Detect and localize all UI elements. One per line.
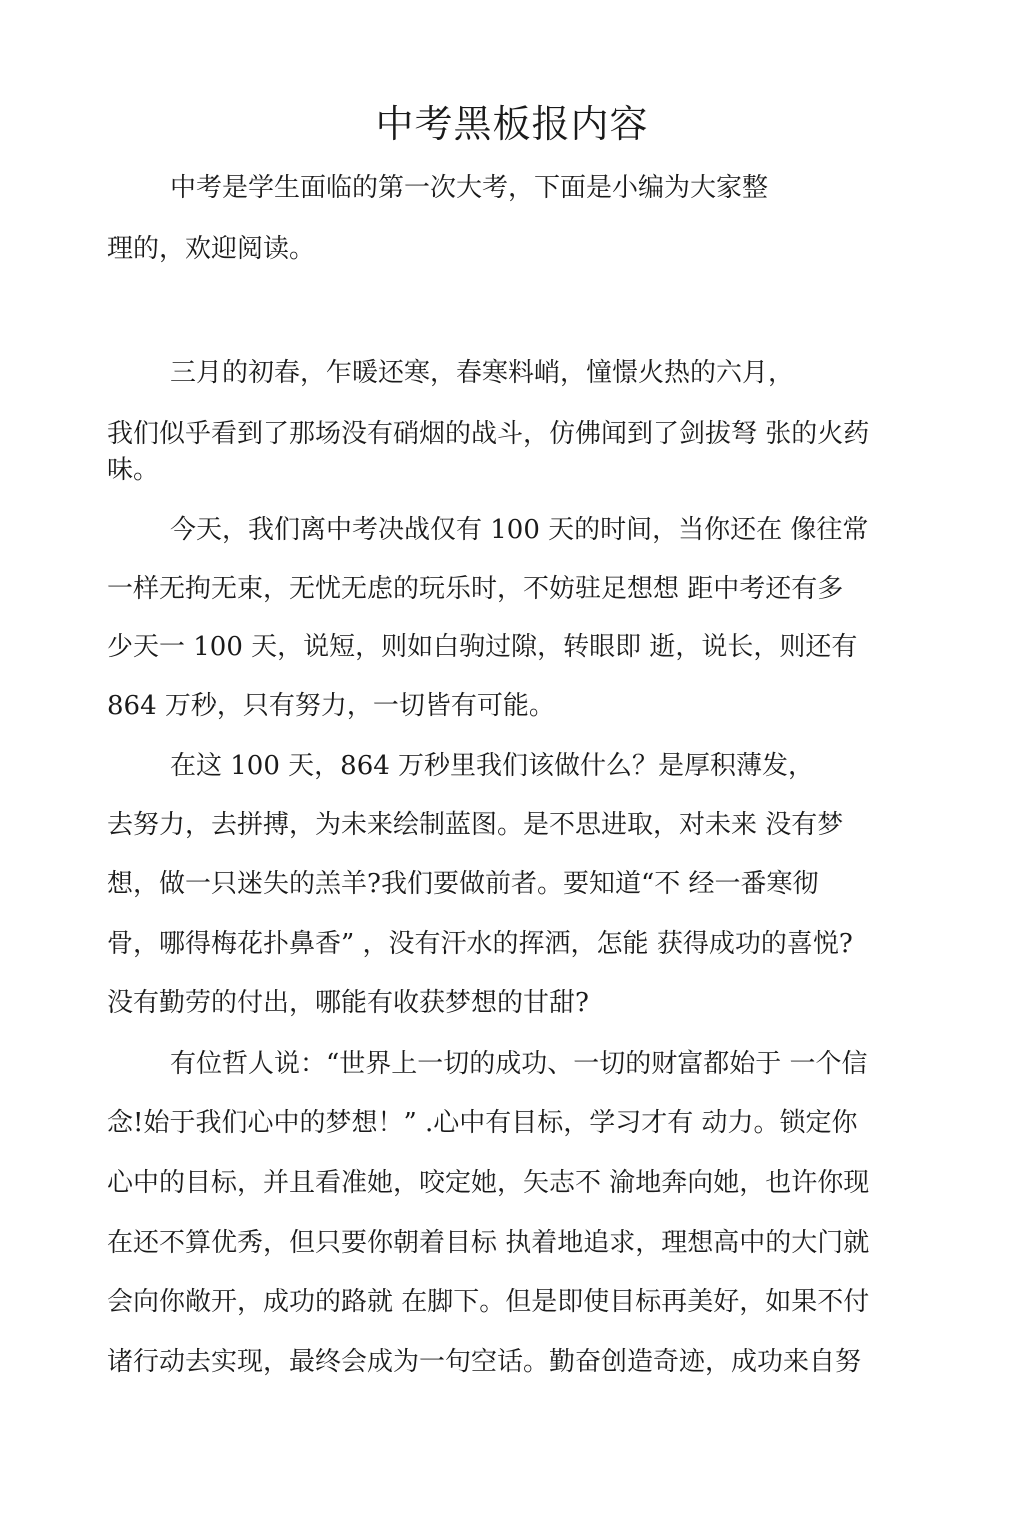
paragraph-line: 骨，哪得梅花扑鼻香” ，没有汗水的挥洒，怎能 获得成功的喜悦?: [107, 929, 853, 959]
paragraph-line: 去努力，去拼搏，为未来绘制蓝图。是不思进取，对未来 没有梦: [107, 810, 844, 840]
paragraph-line: 864 万秒，只有努力，一切皆有可能。: [107, 691, 555, 721]
paragraph-line: 想，做一只迷失的羔羊?我们要做前者。要知道“不 经一番寒彻: [107, 869, 819, 899]
paragraph-line: 没有勤劳的付出，哪能有收获梦想的甘甜?: [107, 988, 589, 1018]
paragraph-line: 有位哲人说：“世界上一切的成功、一切的财富都始于 一个信: [170, 1049, 868, 1079]
paragraph-line: 会向你敞开，成功的路就 在脚下。但是即使目标再美好，如果不付: [107, 1287, 870, 1317]
paragraph-line: 中考是学生面临的第一次大考，下面是小编为大家整: [170, 173, 769, 203]
paragraph-line: 少天一 100 天，说短，则如白驹过隙，转眼即 逝，说长，则还有: [107, 632, 858, 662]
paragraph-line: 一样无拘无束，无忧无虑的玩乐时，不妨驻足想想 距中考还有多: [107, 574, 844, 604]
paragraph-line: 念!始于我们心中的梦想！” .心中有目标，学习才有 动力。锁定你: [107, 1108, 858, 1138]
paragraph-line: 理的，欢迎阅读。: [107, 234, 316, 264]
paragraph-line: 我们似乎看到了那场没有硝烟的战斗，仿佛闻到了剑拔弩 张的火药: [107, 419, 870, 449]
paragraph-line: 在还不算优秀，但只要你朝着目标 执着地追求，理想高中的大门就: [107, 1228, 870, 1258]
paragraph-line: 在这 100 天，864 万秒里我们该做什么？是厚积薄发，: [170, 751, 815, 781]
document-title: 中考黑板报内容: [375, 102, 649, 146]
paragraph-line: 心中的目标，并且看准她，咬定她，矢志不 渝地奔向她，也许你现: [107, 1168, 870, 1198]
paragraph-line: 味。: [107, 455, 160, 485]
paragraph-line: 诸行动去实现，最终会成为一句空话。勤奋创造奇迹，成功来自努: [107, 1347, 862, 1377]
paragraph-line: 今天，我们离中考决战仅有 100 天的时间，当你还在 像往常: [170, 515, 869, 545]
paragraph-line: 三月的初春，乍暖还寒，春寒料峭，憧憬火热的六月，: [170, 358, 795, 388]
